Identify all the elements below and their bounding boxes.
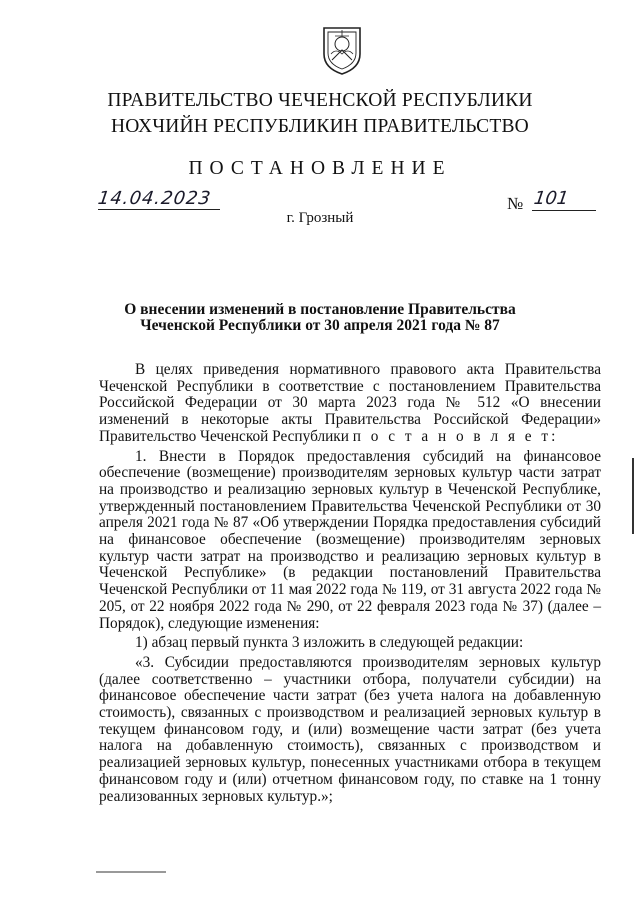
preamble-text: В целях приведения нормативного правового акта Правительства Чеченской Республики в соответствие с постановлением Правительства Российской Федерации от 30 марта 2023 года № 512 «О внесении изменений в некоторые акты Правительства Российской Федерации» Правительство Чеченской Республики	[99, 361, 601, 445]
number-underline	[532, 210, 596, 211]
government-name-ru: ПРАВИТЕЛЬСТВО ЧЕЧЕНСКОЙ РЕСПУБЛИКИ	[107, 90, 533, 111]
paragraph-quoted-item-3: «3. Субсидии предоставляются производителям зерновых культур (далее соответственно – участники отбора, получатели субсидии) на финансовое обеспечение части затрат (без учета налога на добавленную стоимость), связанных с производством и реализацией зерновых культур в текущем финансовом году, и (или) возмещение части затрат (без учета налога на добавленную стоимость), связанных с производством и реализацией зерновых культур, понесенных участниками отбора в текущем финансовом году и (или) отчетном финансовом году, по ставке на 1 тонну реализованных зерновых культур.»;	[99, 653, 601, 805]
subject-line-1: О внесении изменений в постановление Правительства	[124, 301, 516, 318]
document-type-title: ПОСТАНОВЛЕНИЕ	[188, 158, 452, 179]
number-label: №	[507, 194, 524, 213]
city-label: г. Грозный	[286, 210, 354, 226]
document-subject	[100, 302, 540, 334]
subject-line-2: Чеченской Республики от 30 апреля 2021 года № 87	[140, 317, 500, 334]
coat-of-arms-emblem-icon	[320, 24, 364, 76]
handwritten-number: 101	[532, 188, 570, 209]
paragraph-item-1: 1. Внести в Порядок предоставления субсидий на финансовое обеспечение (возмещение) производителям зерновых культур части затрат на производство и реализацию зерновых культур в Чеченской Республике, утвержденный постановлением Правительства Чеченской Республики от 30 апреля 2021 года № 87 «Об утверждении Порядка предоставления субсидий на финансовое обеспечение (возмещение) производителям зерновых культур части затрат на производство и реализацию зерновых культур в Чеченской Республике» (в редакции постановлений Правительства Чеченской Республики от 11 мая 2022 года № 119, от 31 августа 2022 года № 205, от 22 ноября 2022 года № 290, от 22 февраля 2023 года № 37) (далее – Порядок), следующие изменения:	[99, 447, 601, 632]
preamble-paragraph	[99, 362, 601, 446]
document-body	[99, 362, 601, 808]
margin-mark	[632, 458, 634, 534]
file-path-footer	[96, 870, 166, 875]
handwritten-date: 14.04.2023	[96, 188, 213, 209]
government-name-ce: НОХЧИЙН РЕСПУБЛИКИН ПРАВИТЕЛЬСТВО	[111, 116, 529, 137]
paragraph-subitem-1: 1) абзац первый пункта 3 изложить в следующей редакции:	[135, 634, 524, 652]
resolves-word: п о с т а н о в л я е т:	[352, 427, 559, 445]
